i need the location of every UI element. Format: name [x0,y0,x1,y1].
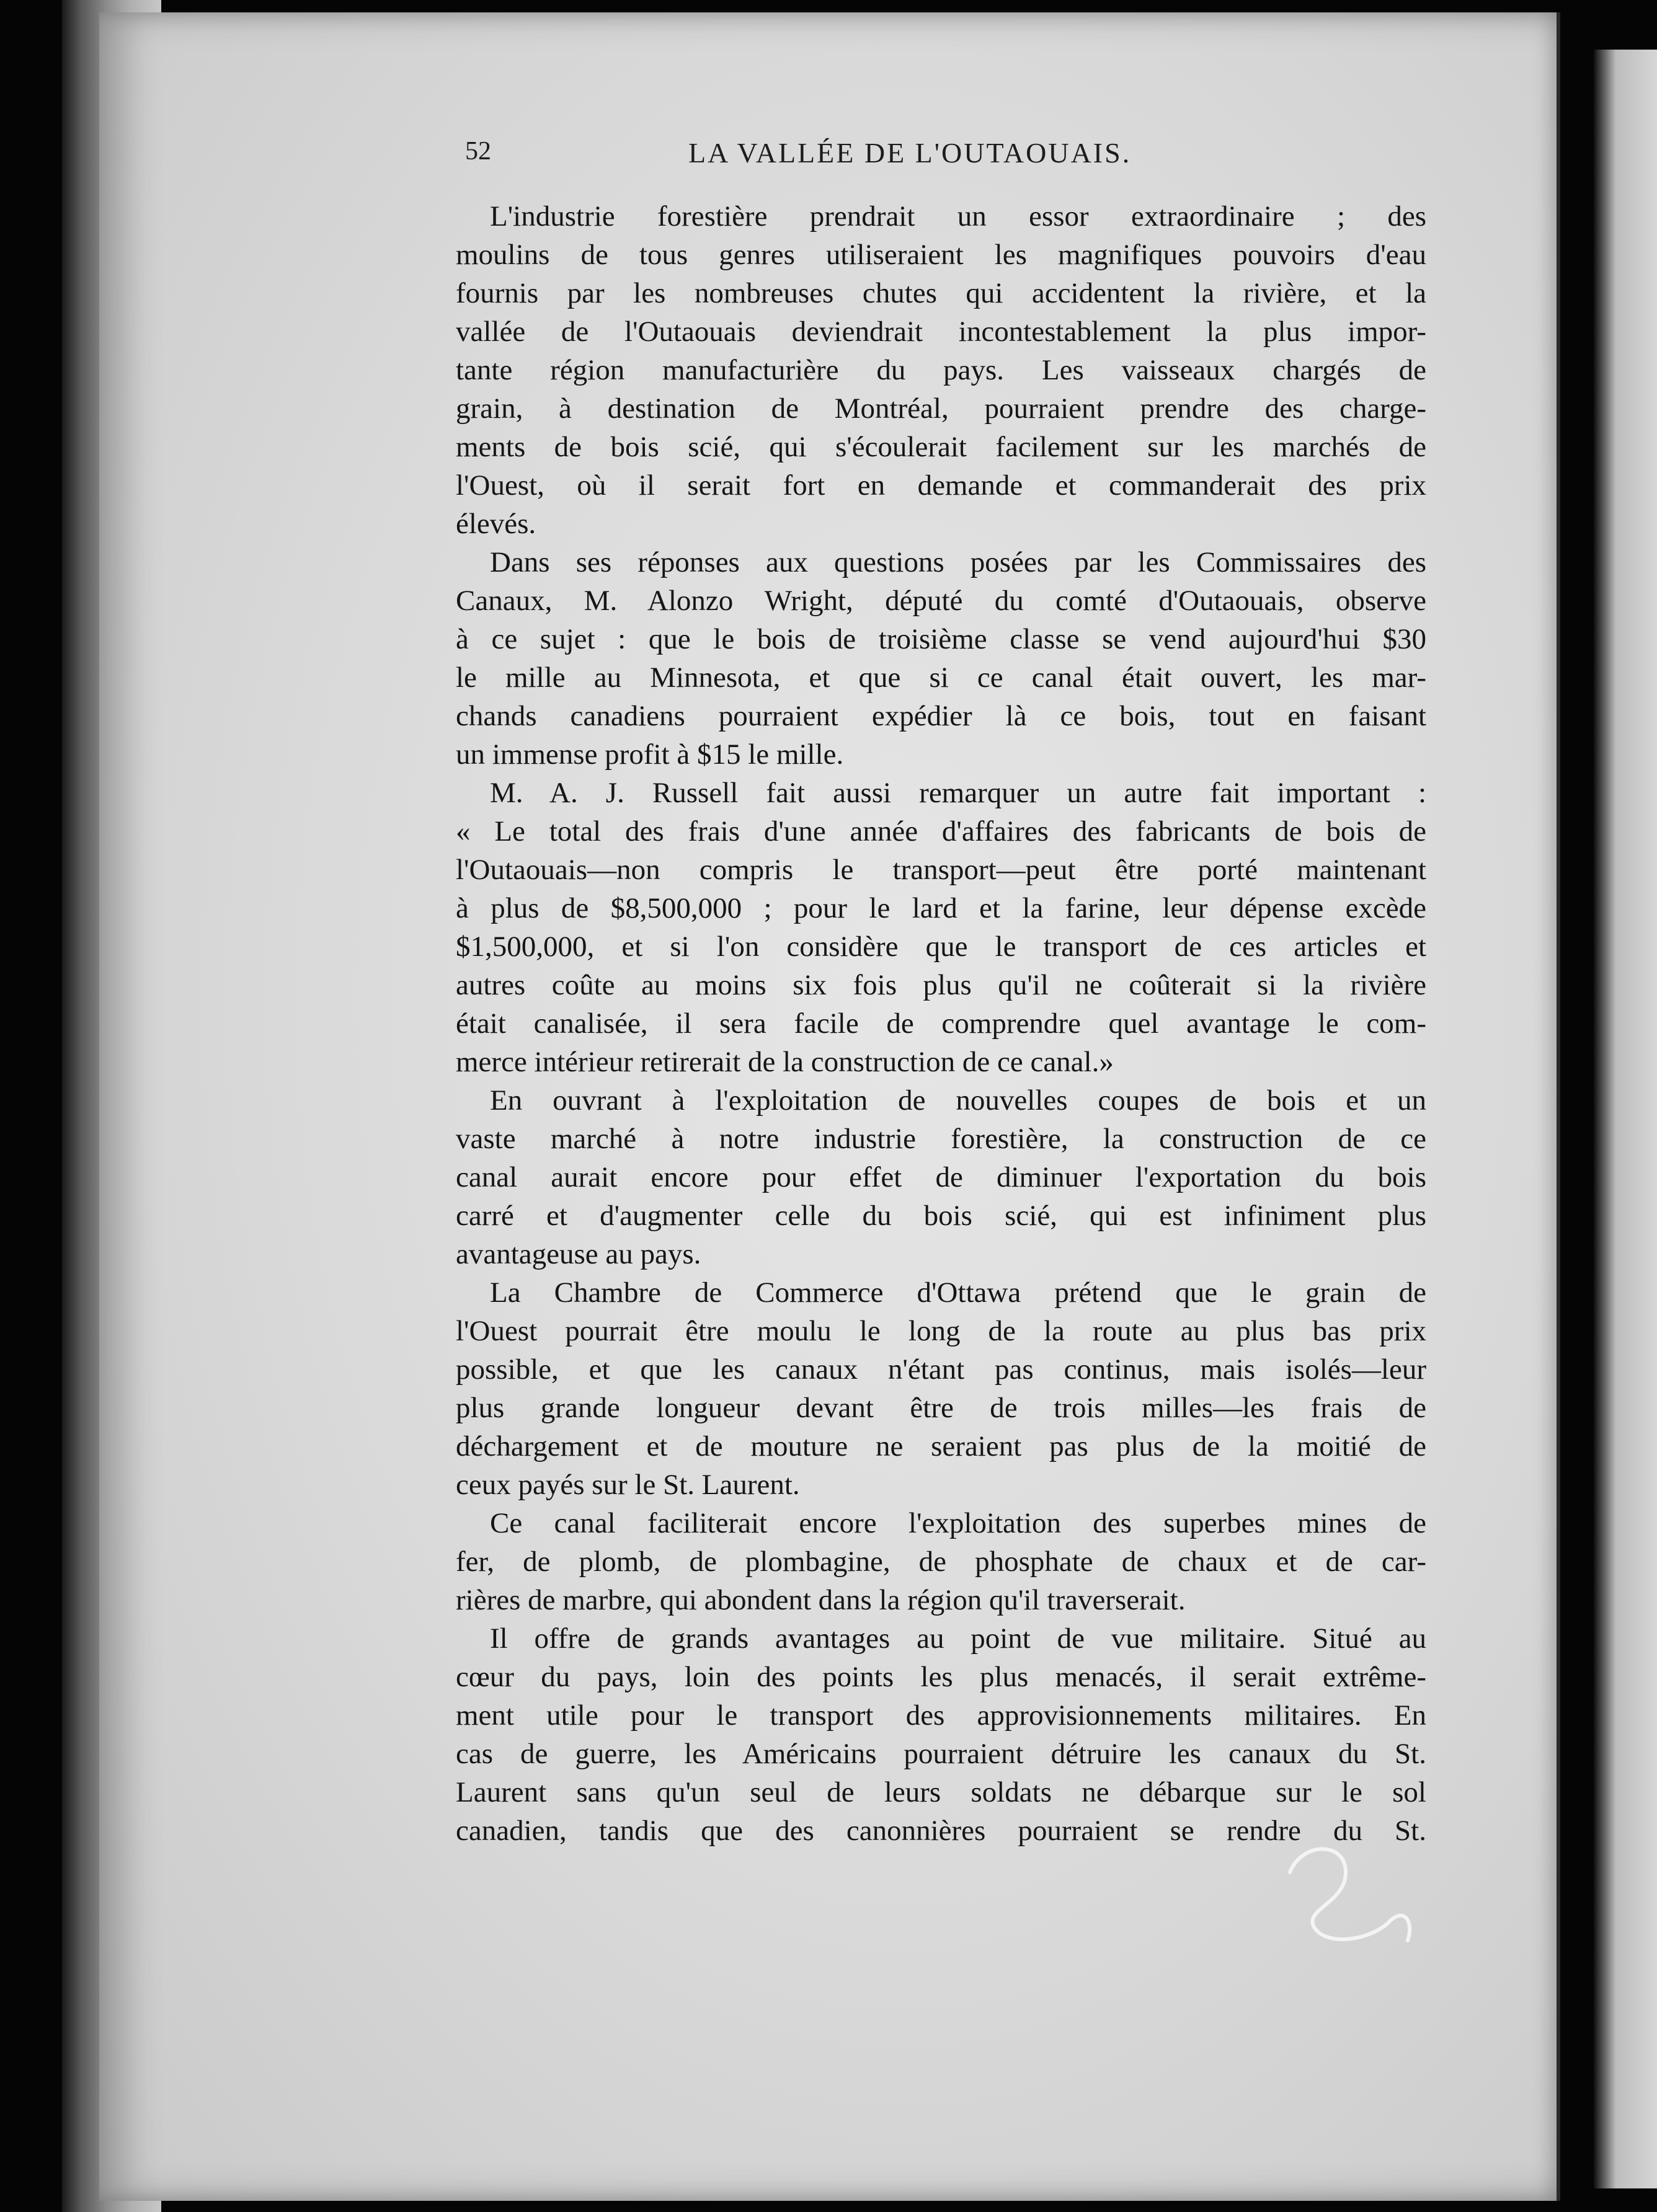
text-line: $1,500,000, et si l'on considère que le transport de ces articles et [456,931,1426,963]
text-line: Il offre de grands avantages au point de vue militaire. Situé au [490,1622,1426,1655]
text-line: chands canadiens pourraient expédier là ce bois, tout en faisant [456,700,1426,732]
text-line: le mille au Minnesota, et que si ce canal était ouvert, les mar- [456,661,1426,694]
text-line: Dans ses réponses aux questions posées par les Commissaires des [490,546,1426,578]
text-line: l'Ouest, où il serait fort en demande et commanderait des prix [456,469,1426,502]
text-line: fournis par les nombreuses chutes qui accidentent la rivière, et la [456,277,1426,309]
text-line: cœur du pays, loin des points les plus menacés, il serait extrême- [456,1661,1426,1693]
text-line: Laurent sans qu'un seul de leurs soldats ne débarque sur le sol [456,1776,1426,1808]
text-line: était canalisée, il sera facile de comprendre quel avantage le com- [456,1007,1426,1040]
text-line: vallée de l'Outaouais deviendrait incontestablement la plus impor- [456,316,1426,348]
adjacent-page-edge [1594,50,1657,2188]
text-line: ment utile pour le transport des approvisionnements militaires. En [456,1699,1426,1732]
text-line: avantageuse au pays. [456,1238,701,1270]
text-line: rières de marbre, qui abondent dans la région qu'il traverserait. [456,1584,1186,1616]
text-line: carré et d'augmenter celle du bois scié, qui est infiniment plus [456,1200,1426,1232]
page-number: 52 [465,137,491,166]
text-line: En ouvrant à l'exploitation de nouvelles coupes de bois et un [490,1084,1426,1117]
text-line: à plus de $8,500,000 ; pour le lard et la farine, leur dépense excède [456,892,1426,924]
text-line: ments de bois scié, qui s'écoulerait facilement sur les marchés de [456,431,1426,463]
text-line: plus grande longueur devant être de trois milles—les frais de [456,1392,1426,1424]
pencil-mark-icon [1265,1835,1426,1959]
text-line: M. A. J. Russell fait aussi remarquer un autre fait important : [490,777,1426,809]
body-text [456,197,1426,1850]
text-line: La Chambre de Commerce d'Ottawa prétend que le grain de [490,1276,1426,1309]
text-line: l'Outaouais—non compris le transport—peut être porté maintenant [456,854,1426,886]
text-line: fer, de plomb, de plombagine, de phosphate de chaux et de car- [456,1546,1426,1578]
text-line: canadien, tandis que des canonnières pourraient se rendre du St. [456,1815,1426,1847]
text-line: tante région manufacturière du pays. Les vaisseaux chargés de [456,354,1426,386]
text-line: Canaux, M. Alonzo Wright, député du comté d'Outaouais, observe [456,585,1426,617]
text-line: l'Ouest pourrait être moulu le long de la route au plus bas prix [456,1315,1426,1347]
running-title: LA VALLÉE DE L'OUTAOUAIS. [688,137,1132,169]
text-line: déchargement et de mouture ne seraient pas plus de la moitié de [456,1430,1426,1462]
text-line: cas de guerre, les Américains pourraient détruire les canaux du St. [456,1738,1426,1770]
text-line: moulins de tous genres utiliseraient les magnifiques pouvoirs d'eau [456,239,1426,271]
text-line: merce intérieur retirerait de la construction de ce canal.» [456,1046,1114,1078]
text-line: ceux payés sur le St. Laurent. [456,1469,800,1501]
text-line: vaste marché à notre industrie forestière, la construction de ce [456,1123,1426,1155]
text-line: à ce sujet : que le bois de troisième classe se vend aujourd'hui $30 [456,623,1426,655]
text-line: L'industrie forestière prendrait un essor extraordinaire ; des [490,200,1426,232]
text-line: canal aurait encore pour effet de diminuer l'exportation du bois [456,1161,1426,1193]
text-line: élevés. [456,508,536,540]
text-line: possible, et que les canaux n'étant pas continus, mais isolés—leur [456,1353,1426,1386]
page-header [465,124,1433,186]
text-line: « Le total des frais d'une année d'affaires des fabricants de bois de [456,815,1426,847]
text-line: un immense profit à $15 le mille. [456,738,844,771]
text-line: Ce canal faciliterait encore l'exploitation des superbes mines de [490,1507,1426,1539]
text-line: grain, à destination de Montréal, pourraient prendre des charge- [456,392,1426,425]
text-line: autres coûte au moins six fois plus qu'il ne coûterait si la rivière [456,969,1426,1001]
